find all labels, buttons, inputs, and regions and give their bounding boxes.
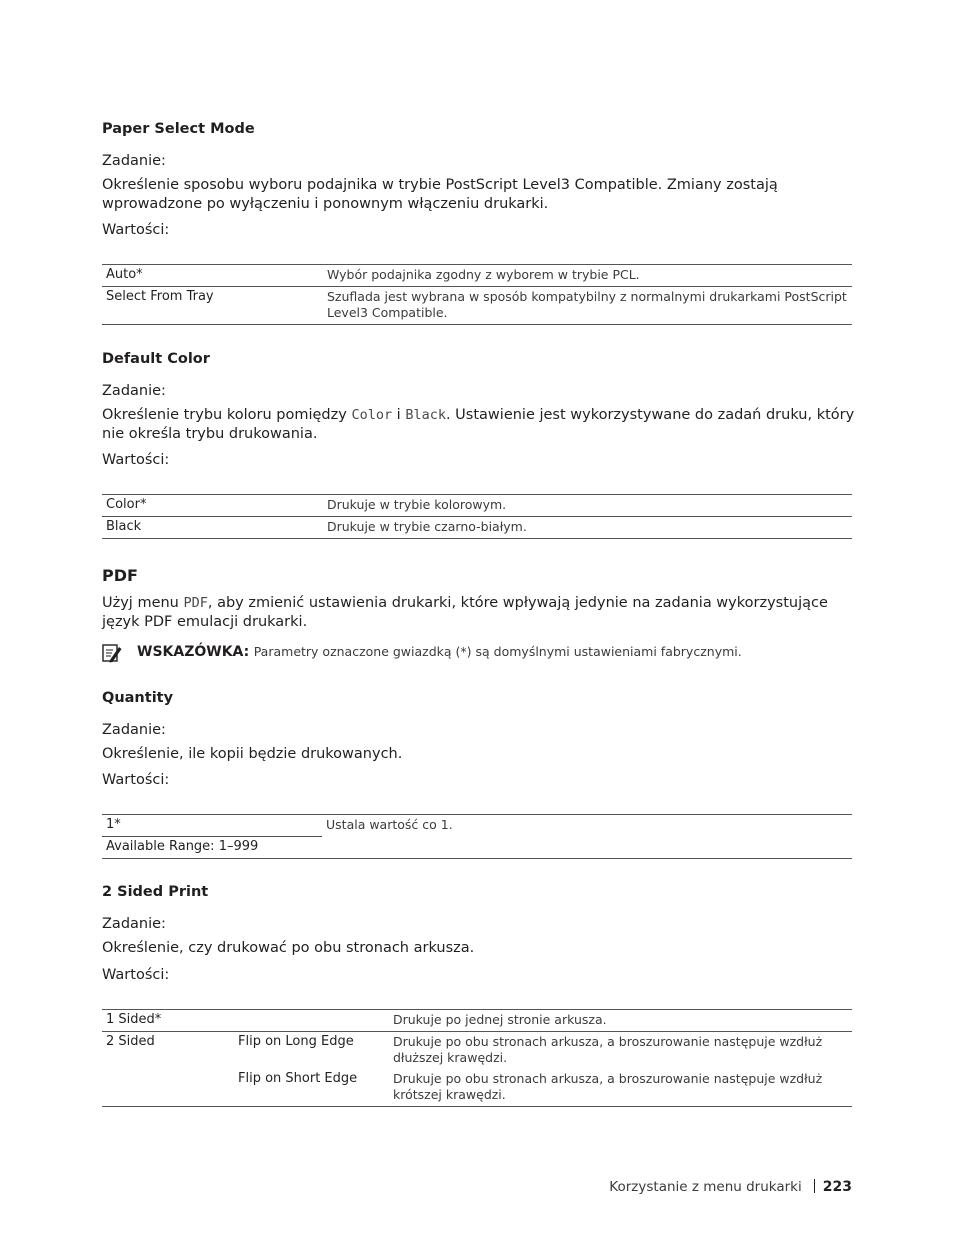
table-row (102, 1032, 852, 1070)
section-title-paper-select-mode: Paper Select Mode (102, 121, 255, 137)
task-label: Zadanie: (102, 153, 166, 169)
task-description: Określenie trybu koloru pomiędzy Color i Black. Ustawienie jest wykorzystywane do zadań druku, który nie określa trybu drukowania. (102, 407, 855, 442)
section-title-2-sided-print: 2 Sided Print (102, 884, 209, 900)
value-name: 1* (102, 815, 322, 837)
values-table-paper-select-mode (102, 264, 852, 325)
pdf-description: Użyj menu PDF, aby zmienić ustawienia drukarki, które wpływają jedynie na zadania wykorzystujące język PDF emulacji drukarki. (102, 595, 828, 630)
values-label: Wartości: (102, 222, 170, 238)
code-black: Black (405, 407, 446, 423)
code-color: Color (351, 407, 393, 423)
values-label: Wartości: (102, 967, 170, 983)
value-name: Select From Tray (102, 287, 323, 325)
page-footer (609, 1179, 852, 1195)
task-description: Określenie sposobu wyboru podajnika w trybie PostScript Level3 Compatible. Zmiany zostają wprowadzone po wyłączeniu i ponownym włączeniu drukarki. (102, 177, 778, 212)
values-label: Wartości: (102, 452, 170, 468)
footer-chapter: Korzystanie z menu drukarki (609, 1179, 802, 1195)
table-row (102, 517, 852, 539)
table-row (102, 495, 852, 517)
section-heading-pdf: PDF (102, 566, 138, 585)
note-text: Parametry oznaczone gwiazdką (*) są domyślnymi ustawieniami fabrycznymi. (253, 644, 742, 659)
value-description: Wybór podajnika zgodny z wyborem w trybie PCL. (323, 265, 852, 287)
value-name: Auto* (102, 265, 323, 287)
value-description: Drukuje po jednej stronie arkusza. (389, 1010, 852, 1032)
value-description: Drukuje po obu stronach arkusza, a broszurowanie następuje wzdłuż krótszej krawędzi. (389, 1069, 852, 1107)
code-pdf: PDF (183, 595, 208, 611)
value-range: Available Range: 1–999 (106, 839, 259, 854)
task-label: Zadanie: (102, 916, 166, 932)
section-title-default-color: Default Color (102, 351, 210, 367)
sub-value-name: Flip on Short Edge (234, 1069, 389, 1107)
table-row (102, 815, 852, 837)
task-label: Zadanie: (102, 383, 166, 399)
value-description: Drukuje w trybie kolorowym. (323, 495, 852, 517)
task-description: Określenie, czy drukować po obu stronach arkusza. (102, 940, 475, 956)
table-row (102, 1010, 852, 1032)
note (137, 644, 742, 660)
values-table-quantity (102, 814, 852, 859)
task-label: Zadanie: (102, 722, 166, 738)
section-title-quantity: Quantity (102, 690, 174, 706)
values-label: Wartości: (102, 772, 170, 788)
value-name: Color* (102, 495, 323, 517)
footer-divider (814, 1179, 815, 1193)
value-description: Drukuje po obu stronach arkusza, a broszurowanie następuje wzdłuż dłuższej krawędzi. (393, 1034, 823, 1065)
value-description: Szuflada jest wybrana w sposób kompatybilny z normalnymi drukarkami PostScript Level3 Compatible. (323, 287, 852, 325)
page-number: 223 (822, 1179, 852, 1195)
table-row (102, 265, 852, 287)
value-name: Black (102, 517, 323, 539)
value-description: Ustala wartość co 1. (322, 815, 852, 859)
pencil-note-icon (102, 643, 122, 663)
values-table-default-color (102, 494, 852, 539)
values-table-2-sided-print (102, 1009, 852, 1107)
value-name: 1 Sided* (102, 1010, 389, 1032)
note-label: WSKAZÓWKA: (137, 644, 250, 660)
value-name: 2 Sided (102, 1032, 234, 1107)
task-description: Określenie, ile kopii będzie drukowanych. (102, 746, 403, 762)
table-row (102, 287, 852, 325)
value-description: Drukuje w trybie czarno-białym. (323, 517, 852, 539)
sub-value-name: Flip on Long Edge (238, 1034, 354, 1049)
